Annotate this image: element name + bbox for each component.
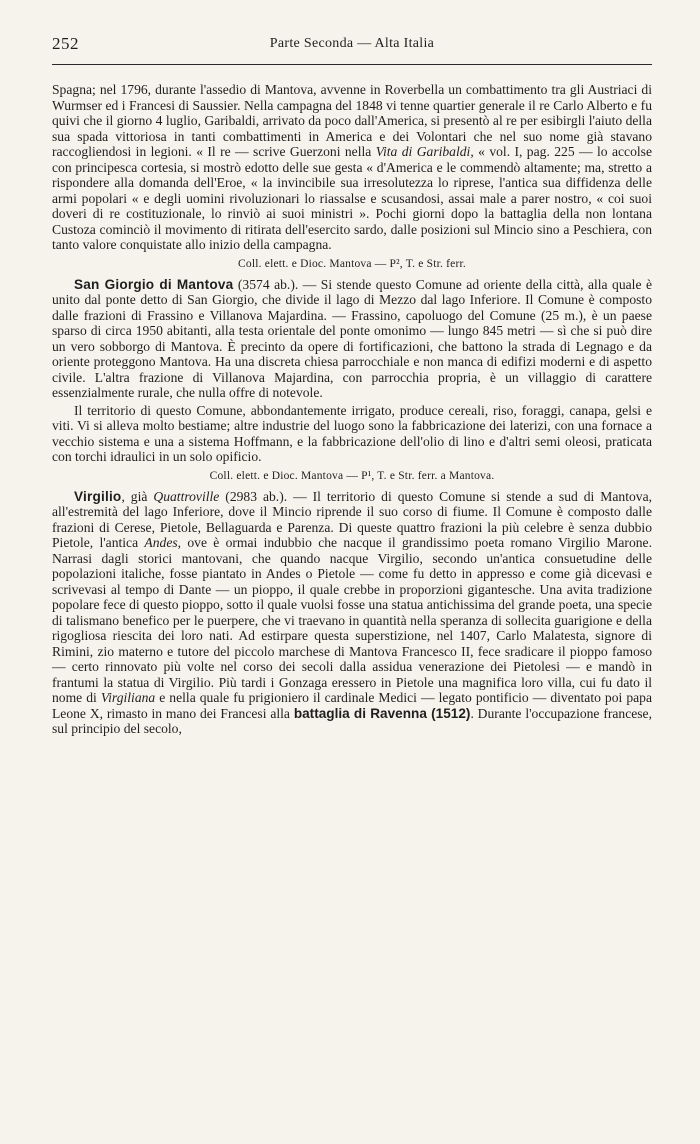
source-note-roverbella: Coll. elett. e Dioc. Mantova — P², T. e Str. ferr. (238, 257, 466, 270)
villa-name: Virgiliana (100, 690, 156, 705)
header-rule (52, 64, 652, 65)
battle-name: battaglia di Ravenna (1512) (293, 705, 471, 721)
running-head (52, 34, 652, 58)
book-title: Vita di Garibaldi (375, 144, 471, 159)
body-text (52, 82, 652, 737)
entry-san-giorgio: San Giorgio di Mantova (3574 ab.). — Si stende questo Comune ad oriente della città, alla quale è unito dal ponte detto di San Giorgio, che divide il lago di Mezzo dal lago Inferiore. Il Comune è composto dalle frazioni di Frassino e Villanova Majardina. — Frassino, capoluogo del Comune (25 m.), è un paese sparso di circa 1950 abitanti, alla testa orientale del ponte omonimo — lungo 845 metri — sì che si può dire un vero sobborgo di Mantova. È precinto da opere di fortificazioni, che battono la strada di Legnago e da oriente proteggono Mantova. Ha una discreta chiesa parrocchiale e non manca di edifizi moderni e di aspetto civile. L'altra frazione di Villanova Majardina, con parrocchia propria, è un villaggio di carattere essenzialmente rurale, che nulla offre di notevole. (52, 276, 652, 400)
paragraph-roverbella: Spagna; nel 1796, durante l'assedio di Mantova, avvenne in Roverbella un combattimento tra gli Austriaci di Wurmser ed i Francesi di Saussier. Nella campagna del 1848 vi tenne quartier generale il re Carlo Alberto e fu quivi che il giorno 4 luglio, Garibaldi, arrivato da poco dall'America, si presentò al re per esibirgli l'aiuto della sua spada vittoriosa in tanti combattimenti in America e dei Volontari che nel suo nome già stavano raccogliendosi in legioni. « Il re — scrive Guerzoni nella Vita di Garibaldi, « vol. I, pag. 225 — lo accolse con principesca cortesia, si mostrò edotto delle sue gesta « d'America e le commendò altamente; ma, stretto a rispondere alla domanda dell'Eroe, « la invincibile sua irresolutezza lo riprese, l'antica sua diffidenza delle armi popolari « e degli uomini rivoluzionari lo riassalse e scusandosi, assai male a parer nostro, « coi suoi doveri di re costituzionale, lo rinviò ai suoi ministri ». Pochi giorni dopo la battaglia della non lontana Custoza cominciò il movimento di ritirata dell'esercito sardo, dalle posizioni sul Mincio sino a Peschiera, con tanto valore conquistate allo inizio della campagna. (52, 82, 652, 252)
entry-headword: Virgilio (74, 488, 122, 504)
ancient-name: Andes (144, 535, 178, 550)
entry-headword: San Giorgio di Mantova (74, 276, 234, 292)
entry-virgilio: Virgilio, già Quattroville (2983 ab.). — Il territorio di questo Comune si stende a sud di Mantova, all'estremità del lago Inferiore, dove il Mincio riprende il suo corso di fiume. Il Comune è composto dalle frazioni di Cerese, Pietole, Bellaguarda e Parenza. Di queste quattro frazioni la più celebre è senza dubbio Pietole, l'antica Andes, ove è ormai indubbio che nacque il grandissimo poeta romano Virgilio Marone. Narrasi dagli storici mantovani, che quando nacque Virgilio, secondo un'antica consuetudine delle popolazioni italiche, fosse piantato in Andes o Pietole — come fu detto in appresso e come già dicevasi e scrivevasi al tempo di Dante — un pioppo, il quale crebbe in proporzioni gigantesche. Una avita tradizione popolare fece di questo pioppo, sotto il quale vuolsi fosse una statua antichissima del grande poeta, una specie di talismano benefico per le puerpere, che vi traevano in quantità nella speranza di sollecita guarigione e della rigogliosa riescita dei loro nati. Ad estirpare questa superstizione, nel 1407, Carlo Malatesta, signore di Rimini, zio materno e tutore del piccolo marchese di Mantova Francesco II, fece sradicare il pioppo famoso — certo rinnovato più volte nel corso dei secoli dalla assidua venerazione dei Pietolesi — e mandò in frantumi la statua di Virgilio. Più tardi i Gonzaga eressero in Pietole una magnifica loro villa, cui fu dato il nome di Virgiliana e nella quale fu prigioniero il cardinale Medici — legato pontificio — diventato poi papa Leone X, rimasto in mano dei Francesi alla battaglia di Ravenna (1512). Durante l'occupazione francese, sul principio del secolo, (52, 488, 652, 736)
alternate-name: Quattroville (153, 488, 220, 504)
page-number: 252 (52, 34, 79, 53)
paragraph-san-giorgio-territory: Il territorio di questo Comune, abbondantemente irrigato, produce cereali, riso, foraggi, canapa, gelsi e viti. Vi si alleva molto bestiame; altre industrie del luogo sono la fabbricazione dei laterizi, con una fornace a vecchio sistema e una a sistema Hoffmann, e la fabbricazione dell'olio di lino e d'altri semi oleosi, praticata con torchi idraulici in un solo opificio. (52, 402, 652, 464)
source-note-san-giorgio: Coll. elett. e Dioc. Mantova — P¹, T. e Str. ferr. a Mantova. (209, 469, 495, 482)
running-title: Parte Seconda — Alta Italia (269, 36, 435, 51)
